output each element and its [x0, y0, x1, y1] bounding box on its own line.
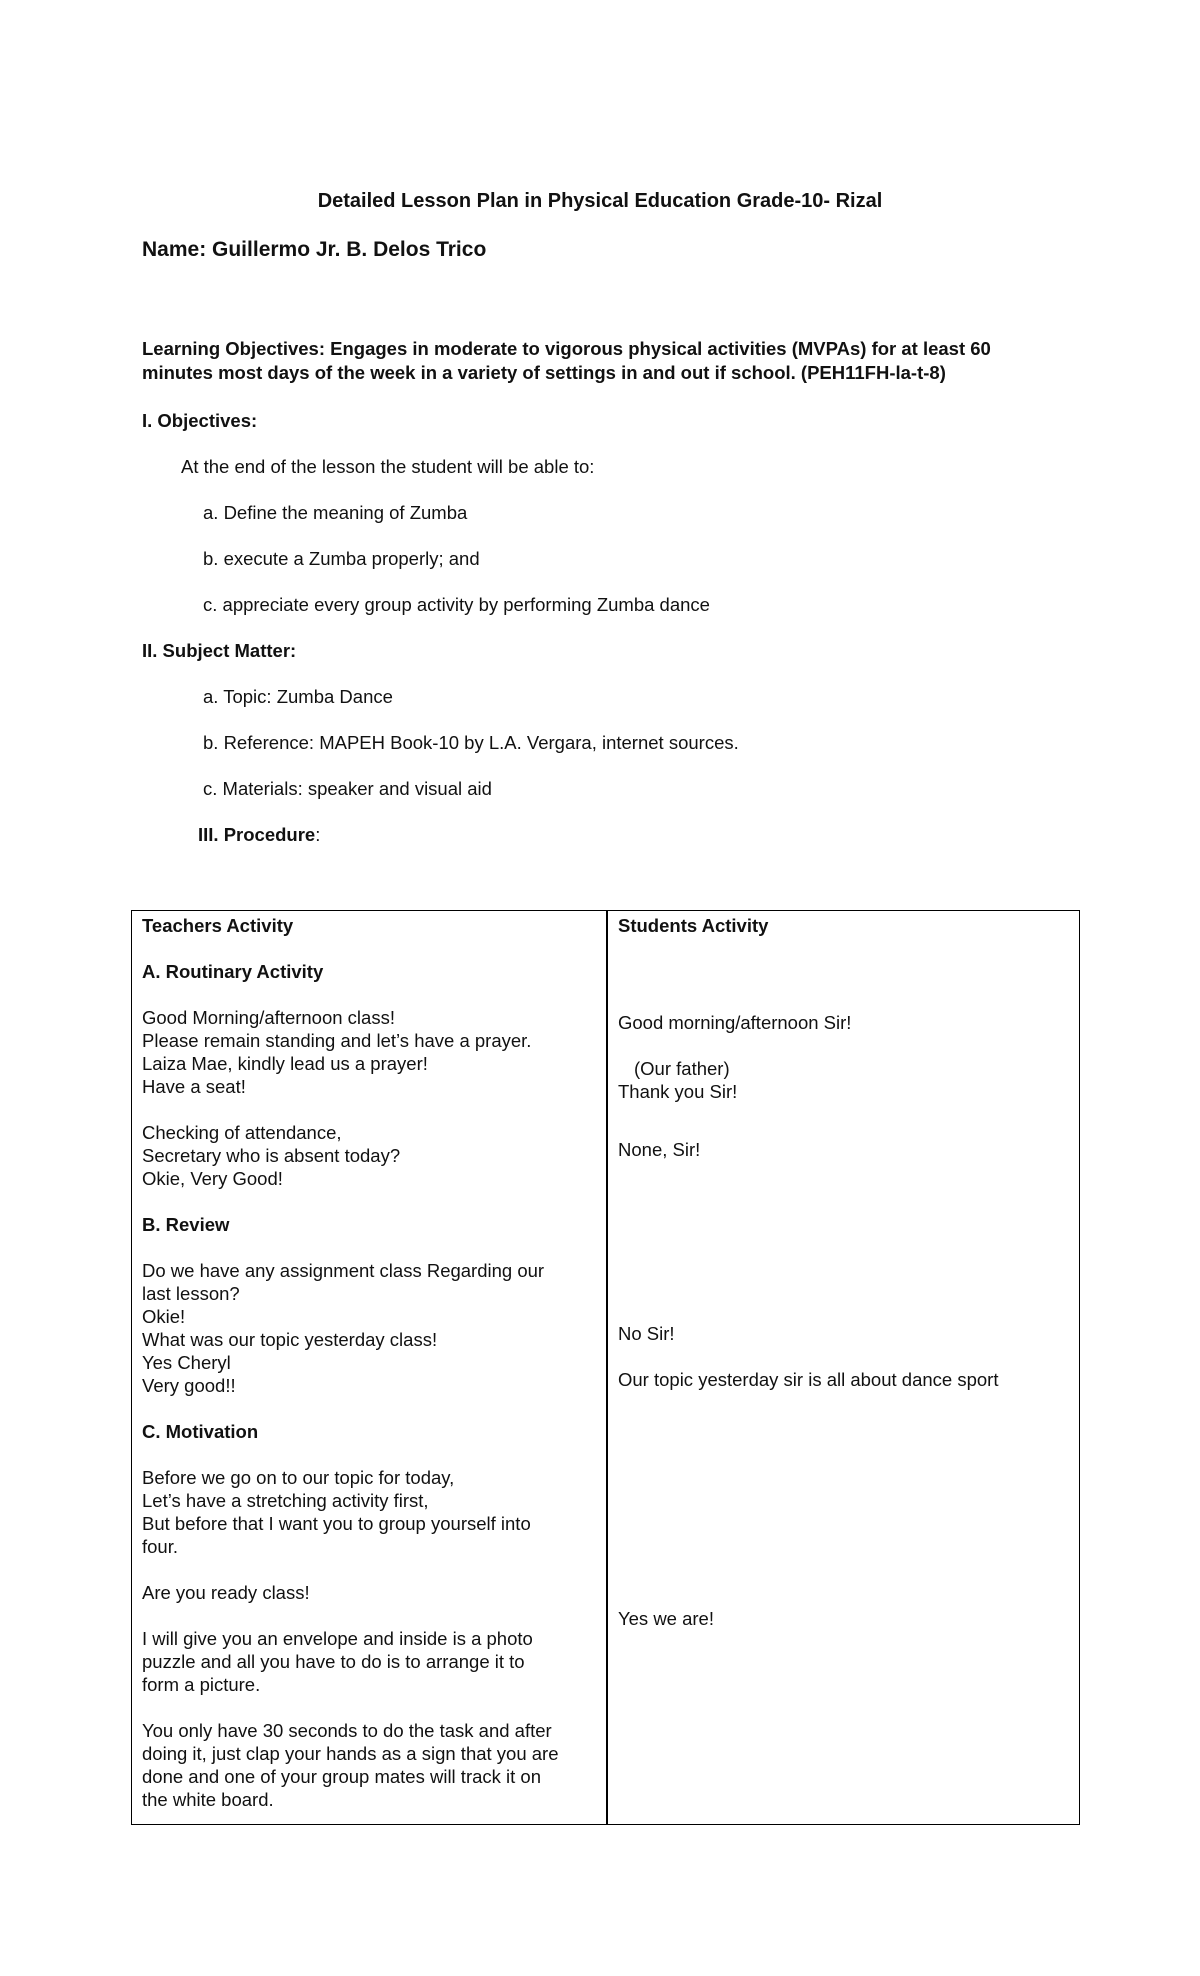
objective-item: a. Define the meaning of Zumba — [203, 502, 468, 523]
spacer — [618, 1253, 1068, 1276]
spacer — [142, 1443, 596, 1466]
teacher-line: Do we have any assignment class Regarding our — [142, 1260, 545, 1281]
student-line: Our topic yesterday sir is all about dance sport — [618, 1369, 999, 1390]
objectives-intro: At the end of the lesson the student will be able to: — [181, 456, 595, 477]
teacher-line: last lesson? — [142, 1283, 240, 1304]
spacer — [618, 1299, 1068, 1322]
spacer — [618, 1529, 1068, 1552]
learning-objectives: Learning Objectives: Engages in moderate to vigorous physical activities (MVPAs) for at least 60 minutes most days of the week in a variety of settings in and out if school. (PEH11FH-la-t-8) — [142, 338, 991, 383]
teacher-line: form a picture. — [142, 1674, 261, 1695]
spacer — [618, 1483, 1068, 1506]
student-line: Thank you Sir! — [618, 1081, 738, 1102]
spacer — [618, 1230, 1068, 1253]
students-activity-header: Students Activity — [618, 915, 769, 936]
student-line: (Our father) — [634, 1058, 730, 1079]
teacher-line: Good Morning/afternoon class! — [142, 1007, 395, 1028]
spacer — [618, 1552, 1068, 1575]
spacer — [142, 1604, 596, 1627]
objective-item: c. appreciate every group activity by performing Zumba dance — [203, 594, 710, 615]
teacher-line: You only have 30 seconds to do the task and after — [142, 1720, 552, 1741]
teacher-line: four. — [142, 1536, 178, 1557]
spacer — [618, 1391, 1068, 1414]
subject-matter-item: b. Reference: MAPEH Book-10 by L.A. Vergara, internet sources. — [203, 732, 739, 753]
spacer — [142, 937, 596, 960]
objectives-heading: I. Objectives: — [142, 410, 258, 431]
spacer — [618, 1184, 1068, 1207]
teacher-line: the white board. — [142, 1789, 274, 1810]
teacher-line: But before that I want you to group yourself into — [142, 1513, 531, 1534]
teacher-line: Have a seat! — [142, 1076, 246, 1097]
spacer — [618, 1414, 1068, 1437]
spacer — [618, 1034, 1068, 1057]
teachers-activity-header: Teachers Activity — [142, 915, 294, 936]
student-line: Yes we are! — [618, 1608, 714, 1629]
spacer — [142, 1696, 596, 1719]
spacer — [618, 1276, 1068, 1299]
motivation-heading: C. Motivation — [142, 1421, 259, 1442]
spacer — [618, 983, 1068, 1006]
author-name: Name: Guillermo Jr. B. Delos Trico — [142, 238, 487, 261]
procedure-heading-colon: : — [315, 824, 321, 845]
spacer — [618, 1103, 1068, 1126]
spacer — [142, 983, 596, 1006]
subject-matter-item: a. Topic: Zumba Dance — [203, 686, 393, 707]
spacer — [618, 1345, 1068, 1368]
spacer — [618, 1437, 1068, 1460]
spacer — [142, 1190, 596, 1213]
teacher-line: Laiza Mae, kindly lead us a prayer! — [142, 1053, 428, 1074]
spacer — [618, 937, 1068, 960]
spacer — [142, 1098, 596, 1121]
document-title: Detailed Lesson Plan in Physical Education Grade-10- Rizal — [317, 190, 883, 212]
review-heading: B. Review — [142, 1214, 230, 1235]
spacer — [618, 1575, 1068, 1598]
teacher-line: Before we go on to our topic for today, — [142, 1467, 455, 1488]
teacher-line: Secretary who is absent today? — [142, 1145, 401, 1166]
student-line: None, Sir! — [618, 1139, 701, 1160]
teacher-line: Okie, Very Good! — [142, 1168, 283, 1189]
subject-matter-item: c. Materials: speaker and visual aid — [203, 778, 492, 799]
activity-table — [131, 910, 1080, 1825]
spacer — [618, 1207, 1068, 1230]
routinary-activity-heading: A. Routinary Activity — [142, 961, 324, 982]
teachers-activity-column — [132, 911, 606, 1824]
spacer — [142, 1397, 596, 1420]
teacher-line: Very good!! — [142, 1375, 236, 1396]
spacer — [142, 1236, 596, 1259]
teacher-line: I will give you an envelope and inside is a photo — [142, 1628, 533, 1649]
spacer — [618, 1126, 1068, 1138]
teacher-line: Are you ready class! — [142, 1582, 310, 1603]
teacher-line: What was our topic yesterday class! — [142, 1329, 438, 1350]
procedure-heading — [198, 824, 320, 846]
teacher-line: Checking of attendance, — [142, 1122, 342, 1143]
student-line: Good morning/afternoon Sir! — [618, 1012, 852, 1033]
spacer — [142, 1558, 596, 1581]
teacher-line: doing it, just clap your hands as a sign that you are — [142, 1743, 559, 1764]
spacer — [618, 1460, 1068, 1483]
teacher-line: Okie! — [142, 1306, 186, 1327]
students-activity-column — [608, 911, 1078, 1824]
teacher-line: Please remain standing and let’s have a prayer. — [142, 1030, 532, 1051]
spacer — [618, 1161, 1068, 1184]
spacer — [618, 1598, 1068, 1607]
teacher-line: puzzle and all you have to do is to arrange it to — [142, 1651, 525, 1672]
spacer — [618, 1506, 1068, 1529]
spacer — [618, 960, 1068, 983]
student-line: No Sir! — [618, 1323, 675, 1344]
teacher-line: Yes Cheryl — [142, 1352, 231, 1373]
procedure-heading-text: III. Procedure — [198, 824, 316, 845]
objective-item: b. execute a Zumba properly; and — [203, 548, 480, 569]
subject-matter-heading: II. Subject Matter: — [142, 640, 297, 661]
teacher-line: Let’s have a stretching activity first, — [142, 1490, 429, 1511]
teacher-line: done and one of your group mates will track it on — [142, 1766, 542, 1787]
